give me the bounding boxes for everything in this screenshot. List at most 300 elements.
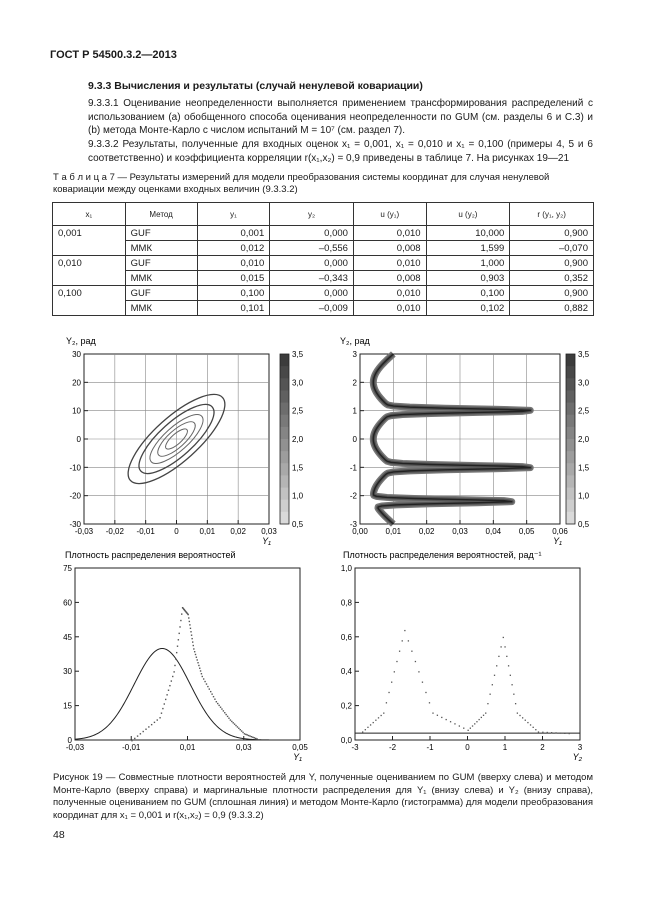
mcm-point [248,735,249,736]
cell-r: 0,900 [510,226,594,241]
x-tick-label: 0,05 [518,527,535,536]
mcm-point [380,715,381,716]
mcm-point [192,641,193,642]
mcm-point [198,665,199,666]
mcm-point [131,740,132,741]
colorbar-tick-label: 1,0 [578,491,590,501]
mcm-point [255,738,256,739]
cell-uy2: 1,000 [426,256,510,271]
cell-r: 0,352 [510,271,594,286]
colorbar-band [566,378,575,391]
mcm-point [481,717,482,718]
y-tick-label: 15 [63,701,72,711]
x-axis-label: Y₂ [572,752,582,762]
cell-y1: 0,001 [197,226,270,241]
mcm-point [164,703,165,704]
mcm-point [547,732,548,733]
colorbar-band [566,427,575,440]
mcm-point [429,702,430,703]
mcm-point [489,694,490,695]
mcm-point [154,722,155,723]
cell-y2: 0,000 [270,226,354,241]
y-tick-label: -1 [349,463,357,473]
mcm-point [166,694,167,695]
colorbar-band [566,500,575,513]
mcm-point [437,715,438,716]
mcm-point [193,645,194,646]
table-row [53,271,594,286]
mcm-point [503,637,504,638]
mcm-point [415,661,416,662]
mcm-point [201,673,202,674]
x-tick-label: -2 [388,743,397,752]
mcm-point [418,671,419,672]
plot-frame [75,568,300,740]
mcm-point [210,691,211,692]
x-tick-label: 3 [577,743,583,752]
x-tick-label: 0,03 [261,527,277,536]
y-tick-label: 0 [67,736,72,745]
mcm-point [365,729,366,730]
colorbar-band [280,451,289,464]
mcm-point [476,721,477,722]
colorbar-band [280,415,289,428]
cell-y1: 0,012 [197,241,270,256]
mcm-point [422,682,423,683]
paragraph-9-3-3-2 [53,138,593,165]
mcm-point [378,717,379,718]
cell-x1: 0,100 [53,286,126,316]
mcm-point [159,717,160,718]
chart-joint-mcm [330,336,590,548]
mcm-point [227,716,228,717]
cell-r: 0,900 [510,286,594,301]
colorbar-tick-label: 0,5 [292,520,304,529]
mcm-point [157,719,158,720]
y-axis-label: Y₂, рад [66,336,96,346]
cell-y1: 0,100 [197,286,270,301]
cell-uy2: 10,000 [426,226,510,241]
x-tick-label: 0,06 [552,527,568,536]
results-table [52,202,594,316]
y-tick-label: 0,2 [340,701,352,711]
y-tick-label: 0,6 [340,632,352,642]
mcm-point [551,732,552,733]
cell-y2: –0,009 [270,301,354,316]
cell-uy1: 0,010 [353,286,426,301]
table-caption: Т а б л и ц а 7 — Результаты измерений для модели преобразования системы координат для случая ненулевой ковариации между оценками входных величин (9.3.3.2) [53,172,550,195]
mcm-point [172,676,173,677]
mcm-point [569,733,570,734]
cell-method: GUF [125,286,197,301]
mcm-point [161,712,162,713]
cell-uy1: 0,008 [353,271,426,286]
mcm-point [202,676,203,677]
colorbar-tick-label: 3,0 [578,378,590,388]
colorbar-band [566,415,575,428]
cell-uy1: 0,010 [353,256,426,271]
colorbar-tick-label: 3,5 [292,350,304,359]
mcm-point [254,737,255,738]
col-r: r (y₁, y₂) [510,203,594,226]
cell-uy2: 0,102 [426,301,510,316]
cell-method: GUF [125,256,197,271]
colorbar-tick-label: 1,5 [578,463,590,473]
colorbar-tick-label: 2,5 [292,406,304,416]
mcm-point [188,614,189,615]
colorbar-tick-label: 1,0 [292,491,304,501]
mcm-point [533,727,534,728]
colorbar-band [280,403,289,416]
x-axis-label: Y₁ [553,536,562,546]
mcm-point [535,729,536,730]
mcm-point [241,730,242,731]
colorbar-band [280,439,289,452]
x-tick-label: -0,01 [122,743,141,752]
paragraph-text: 9.3.3.2 Результаты, полученные для входных оценок x₁ = 0,001, x₁ = 0,010 и x₁ = 0,100 (примеры 4, 5 и 6 соответственно) и коэффициента корреляции r(x₁,x₂) = 0,9 приведены в таблице 7. На рисунках 19—21 [88,139,593,164]
colorbar-band [280,427,289,440]
mcm-point [178,639,179,640]
colorbar-band [566,512,575,525]
mcm-point [404,630,405,631]
mcm-point [508,665,509,666]
col-y2: y₂ [270,203,354,226]
mcm-point [496,665,497,666]
mcm-point [494,675,495,676]
mcm-point [213,696,214,697]
mcm-point [151,724,152,725]
table-row [53,226,594,241]
mcm-point [560,732,561,733]
mcm-point [216,701,217,702]
mcm-point [190,631,191,632]
mcm-point [256,738,257,739]
mcm-point [441,717,442,718]
mcm-point [181,613,182,614]
mcm-point [217,703,218,704]
cell-y1: 0,015 [197,271,270,286]
cell-y1: 0,101 [197,301,270,316]
x-tick-label: 0 [465,743,470,752]
mcm-point [233,722,234,723]
colorbar-tick-label: 2,5 [578,406,590,416]
y-axis-label: Y₂, рад [340,336,370,346]
mcm-point [504,646,505,647]
mcm-point [173,671,174,672]
mcm-point [394,671,395,672]
plot-frame [355,568,580,740]
colorbar-band [566,354,575,367]
cell-uy2: 0,100 [426,286,510,301]
mcm-point [188,617,189,618]
mcm-point [483,715,484,716]
mcm-point [370,724,371,725]
mcm-point [191,635,192,636]
col-method: Метод [125,203,197,226]
colorbar-band [566,366,575,379]
colorbar-band [280,366,289,379]
colorbar-tick-label: 1,5 [292,463,304,473]
mcm-point [206,683,207,684]
y-tick-label: -3 [349,520,357,529]
x-tick-label: -0,02 [105,527,124,536]
y-tick-label: 3 [352,350,357,359]
y-tick-label: 0,4 [340,667,352,677]
mcm-point [240,729,241,730]
mcm-point [228,718,229,719]
mcm-point [140,733,141,734]
chart-joint-gum [60,336,304,548]
y-tick-label: 30 [72,350,81,359]
mcm-point [174,665,175,666]
y-tick-label: 0,8 [340,598,352,608]
mcm-point [251,736,252,737]
mcm-point [522,717,523,718]
mcm-point [373,722,374,723]
mcm-point [194,651,195,652]
x-tick-label: 0,01 [385,527,402,536]
mcm-point [432,712,433,713]
mcm-point [396,661,397,662]
mcm-point [542,732,543,733]
col-uy2: u (y₂) [426,203,510,226]
mcm-point [171,680,172,681]
mcm-point [199,668,200,669]
table-row [53,286,594,301]
mcm-point [525,720,526,721]
mcm-point [463,728,464,729]
mcm-point [209,688,210,689]
mcm-point [200,670,201,671]
chart-title: Плотность распределения вероятностей, рад⁻¹ [343,550,542,560]
mcm-point [564,733,565,734]
cell-method: GUF [125,226,197,241]
colorbar-band [280,475,289,488]
paragraph-9-3-3-1 [53,97,593,138]
colorbar-band [280,463,289,476]
cell-method: ММК [125,271,197,286]
mcm-point [137,735,138,736]
x-tick-label: 0,03 [452,527,468,536]
mcm-point [530,724,531,725]
table-row [53,301,594,316]
mcm-point [189,624,190,625]
y-tick-label: 30 [63,667,72,677]
mcm-point [168,690,169,691]
mcm-point [472,725,473,726]
col-x1: x₁ [53,203,126,226]
mcm-point [193,648,194,649]
mcm-point [197,662,198,663]
mcm-point [180,620,181,621]
cell-uy1: 0,008 [353,241,426,256]
table-row [53,256,594,271]
mcm-point [242,732,243,733]
cell-r: –0,070 [510,241,594,256]
mcm-point [220,707,221,708]
colorbar-band [566,463,575,476]
mcm-point [446,719,447,720]
y-tick-label: -30 [69,520,81,529]
table-row [53,241,594,256]
mcm-point [510,675,511,676]
cell-uy1: 0,010 [353,301,426,316]
mcm-point [196,657,197,658]
y-tick-label: 45 [63,632,72,642]
mcm-point [238,728,239,729]
cell-y2: 0,000 [270,256,354,271]
mcm-point [408,640,409,641]
mcm-point [179,633,180,634]
colorbar-tick-label: 0,5 [578,520,590,529]
mcm-point [485,712,486,713]
chart-marginal-y1 [45,548,315,770]
cell-r: 0,900 [510,256,594,271]
x-tick-label: -0,01 [136,527,155,536]
mcm-point [177,646,178,647]
mcm-point [367,727,368,728]
colorbar-band [566,439,575,452]
colorbar-tick-label: 3,5 [578,350,590,359]
mcm-point [468,730,469,731]
cell-method: ММК [125,241,197,256]
mcm-point [235,725,236,726]
mcm-point [538,731,539,732]
x-tick-label: 2 [540,743,545,752]
x-tick-label: 0,02 [418,527,435,536]
mcm-point [399,651,400,652]
colorbar-band [566,403,575,416]
x-tick-label: 0,01 [179,743,196,752]
colorbar-tick-label: 2,0 [578,435,590,444]
mcm-point [492,684,493,685]
mcm-point [252,737,253,738]
mcm-point [362,731,363,732]
mcm-point [237,726,238,727]
y-tick-label: 20 [72,378,81,388]
mcm-point [386,702,387,703]
x-tick-label: -0,03 [65,743,85,752]
x-tick-label: 0,00 [352,527,368,536]
colorbar-band [566,451,575,464]
chart-title: Плотность распределения вероятностей [65,550,236,560]
mcm-point [190,628,191,629]
colorbar-band [566,390,575,403]
y-tick-label: -2 [349,491,357,501]
mcm-point [402,640,403,641]
x-tick-label: -3 [351,743,359,752]
mcm-point [391,682,392,683]
mcm-point [375,720,376,721]
cell-uy2: 1,599 [426,241,510,256]
col-y1: y₁ [197,203,270,226]
table-header-row [53,203,594,226]
y-tick-label: 75 [63,564,72,573]
x-axis-label: Y₁ [293,752,302,762]
mcm-point [145,729,146,730]
colorbar-band [566,475,575,488]
mcm-point [517,712,518,713]
x-tick-label: 1 [502,743,508,752]
mcm-point [411,651,412,652]
mcm-point [224,712,225,713]
mcm-point [162,708,163,709]
mcm-point [450,721,451,722]
colorbar-tick-label: 3,0 [292,378,304,388]
cell-x1: 0,010 [53,256,126,286]
figure-caption: Рисунок 19 — Совместные плотности вероятностей для Y, полученные оцениванием по GUM (вверху слева) и методом Монте-Карло (вверху справа) и маргинальные плотности распределения для Y₁ (внизу слева) и Y₂ (внизу справа), полученные оцениванием по GUM (сплошная линия) и методом Монте-Карло (гистограмма) для модели преобразования координат для x₁ = 0,001 и r(x₁,x₂) = 0,9 (9.3.3.2) [53,772,593,821]
y-tick-label: -10 [69,463,81,473]
mcm-point [459,725,460,726]
cell-y1: 0,010 [197,256,270,271]
mcm-point [454,723,455,724]
x-tick-label: 0,04 [485,527,502,536]
colorbar-band [566,488,575,501]
x-tick-label: 0,03 [235,743,252,752]
mcm-point [245,734,246,735]
mcm-point [191,638,192,639]
mcm-point [143,731,144,732]
col-uy1: u (y₁) [353,203,426,226]
colorbar-band [280,500,289,513]
y-tick-label: -20 [69,491,81,501]
mcm-point [487,703,488,704]
mcm-point [223,710,224,711]
mcm-point [249,735,250,736]
paragraph-text: 9.3.3.1 Оценивание неопределенности выполняется применением трансформирования распределений с использованием (a) обобщенного способа оценивания неопределенности по GUM (см. разделы 6 и С.3) и (b) метода Монте-Карло с числом испытаний M = 10⁷ (см. раздел 7). [88,98,593,137]
mcm-point [230,719,231,720]
mcm-point [527,722,528,723]
mcm-point [234,723,235,724]
y-tick-label: 0 [352,435,357,444]
cell-method: ММК [125,301,197,316]
colorbar-band [280,354,289,367]
colorbar-band [280,488,289,501]
mcm-point [506,656,507,657]
mcm-point [204,681,205,682]
mcm-point [519,715,520,716]
mcm-point [511,684,512,685]
y-tick-label: 1 [352,406,357,416]
cell-r: 0,882 [510,301,594,316]
x-tick-label: -1 [426,743,434,752]
mcm-point [189,621,190,622]
document-header: ГОСТ Р 54500.3.2—2013 [50,49,177,61]
mcm-point [474,723,475,724]
mcm-point [218,705,219,706]
cell-y2: 0,000 [270,286,354,301]
colorbar-tick-label: 2,0 [292,435,304,444]
mcm-point [247,734,248,735]
mcm-point [148,726,149,727]
mcm-point [244,733,245,734]
y-tick-label: 60 [63,598,72,608]
mcm-point [425,692,426,693]
mcm-point [221,708,222,709]
mcm-point [555,732,556,733]
y-tick-label: 10 [72,406,81,416]
mcm-point [383,712,384,713]
mcm-point [195,654,196,655]
cell-y2: –0,556 [270,241,354,256]
y-tick-label: 0 [76,435,81,444]
x-tick-label: 0,01 [199,527,216,536]
y-tick-label: 1,0 [340,564,352,573]
mcm-point [211,693,212,694]
mcm-point [214,698,215,699]
mcm-point [513,694,514,695]
mcm-point [175,658,176,659]
